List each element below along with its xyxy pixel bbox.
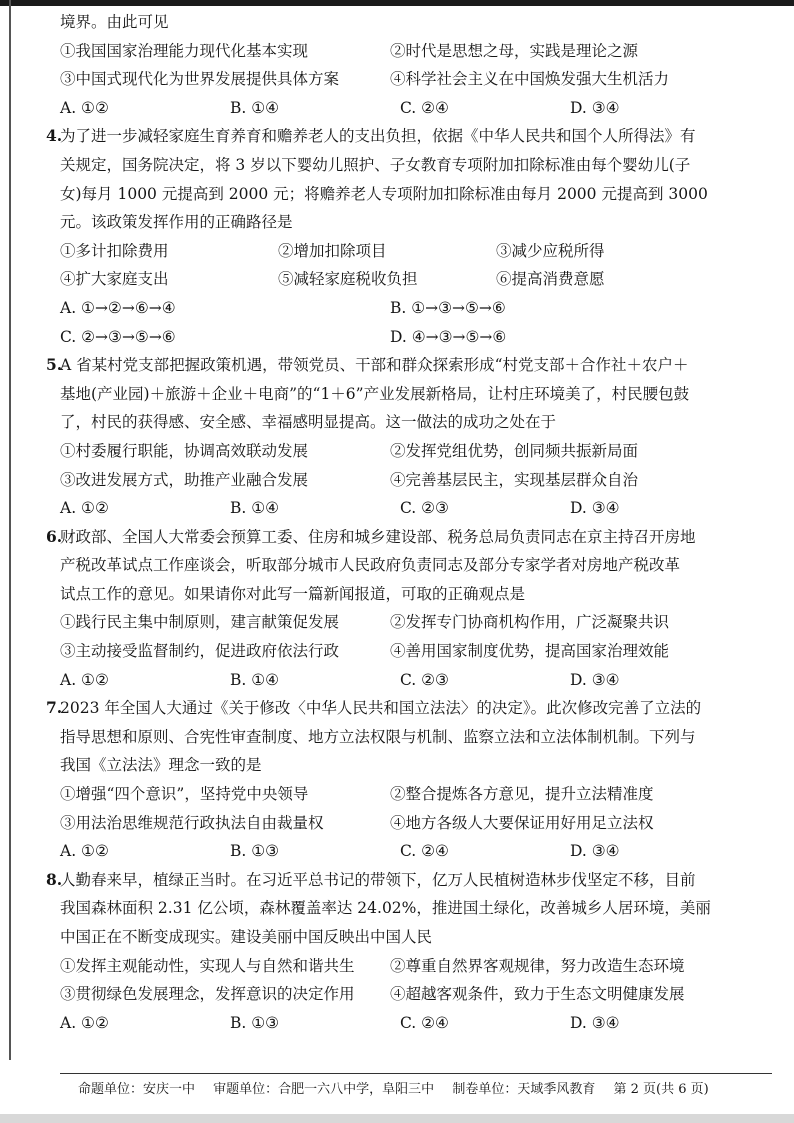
q5-option-3: ③改进发展方式，助推产业融合发展 bbox=[60, 470, 309, 489]
q7-answer-c: C. ②④ bbox=[400, 842, 449, 861]
q4-option-5: ⑤减轻家庭税收负担 bbox=[278, 270, 418, 289]
question-3-text: 境界。由此可见 bbox=[60, 13, 169, 31]
question-4-options-row-1 bbox=[60, 237, 782, 266]
q6-option-3: ③主动接受监督制约，促进政府依法行政 bbox=[60, 642, 340, 661]
question-4-line-3: 女)每月 1000 元提高到 2000 元；将赡养老人专项附加扣除标准由每月 2000 元提高到 3000 bbox=[60, 184, 708, 203]
q8-answer-b: B. ①③ bbox=[230, 1013, 280, 1032]
q6-option-4: ④善用国家制度优势，提高国家治理效能 bbox=[390, 642, 670, 661]
question-5-stem: A 省某村党支部把握政策机遇，带领党员、干部和群众探索形成“村党支部＋合作社＋农户＋ bbox=[60, 356, 689, 375]
question-7-options-row-1 bbox=[60, 780, 782, 809]
question-4-line-4: 元。该政策发挥作用的正确路径是 bbox=[60, 213, 293, 232]
q5-answer-a: A. ①② bbox=[60, 499, 109, 518]
question-6 bbox=[46, 523, 782, 695]
q4-option-2: ②增加扣除项目 bbox=[278, 241, 387, 260]
q4-option-6: ⑥提高消费意愿 bbox=[496, 270, 605, 289]
q4-option-3: ③减少应税所得 bbox=[496, 241, 605, 260]
q8-answer-c: C. ②④ bbox=[400, 1013, 449, 1032]
question-8-options-row-1 bbox=[60, 952, 782, 981]
question-3 bbox=[60, 8, 782, 122]
q8-option-4: ④超越客观条件，致力于生态文明健康发展 bbox=[390, 985, 685, 1004]
question-5-line-2: 基地(产业园)＋旅游＋企业＋电商”的“1＋6”产业发展新格局，让村庄环境美了，村民腰包鼓 bbox=[60, 384, 690, 403]
question-8-options-row-2 bbox=[60, 980, 782, 1009]
question-3-options-row-2 bbox=[60, 65, 782, 94]
q8-option-2: ②尊重自然界客观规律，努力改造生态环境 bbox=[390, 956, 685, 975]
question-7-answers bbox=[60, 837, 782, 866]
q6-option-2: ②发挥专门协商机构作用，广泛凝聚共识 bbox=[390, 613, 670, 632]
question-6-answers bbox=[60, 666, 782, 695]
q5-answer-d: D. ③④ bbox=[570, 499, 620, 518]
question-5-answers bbox=[60, 494, 782, 523]
q5-option-4: ④完善基层民主，实现基层群众自治 bbox=[390, 470, 639, 489]
question-7-line-3: 我国《立法法》理念一致的是 bbox=[60, 756, 262, 775]
page-footer bbox=[78, 1080, 723, 1100]
q3-option-2: ②时代是思想之母，实践是理论之源 bbox=[390, 41, 639, 60]
q3-answer-b: B. ①④ bbox=[230, 98, 280, 117]
question-8-line-1 bbox=[46, 866, 782, 895]
question-6-options-row-1 bbox=[60, 608, 782, 637]
question-4-number: 4. bbox=[46, 126, 63, 146]
q5-option-1: ①村委履行职能，协调高效联动发展 bbox=[60, 441, 309, 460]
question-6-line-2: 产税改革试点工作座谈会，听取部分城市人民政府负责同志及部分专家学者对房地产税改革 bbox=[60, 556, 681, 575]
question-5-options-row-1 bbox=[60, 437, 782, 466]
bottom-border bbox=[0, 1114, 794, 1123]
q5-answer-c: C. ②③ bbox=[400, 499, 449, 518]
question-5-line-3: 了，村民的获得感、安全感、幸福感明显提高。这一做法的成功之处在于 bbox=[60, 413, 557, 432]
q3-answer-d: D. ③④ bbox=[570, 98, 620, 117]
binding-margin-rule bbox=[9, 0, 11, 1060]
q4-option-4: ④扩大家庭支出 bbox=[60, 270, 169, 289]
question-7-number: 7. bbox=[46, 698, 63, 718]
question-7-line-1 bbox=[46, 694, 782, 723]
q3-option-4: ④科学社会主义在中国焕发强大生机活力 bbox=[390, 70, 670, 89]
q8-option-1: ①发挥主观能动性，实现人与自然和谐共生 bbox=[60, 956, 355, 975]
q7-option-3: ③用法治思维规范行政执法自由裁量权 bbox=[60, 813, 324, 832]
question-7-options-row-2 bbox=[60, 809, 782, 838]
question-3-answers bbox=[60, 94, 782, 123]
q3-option-1: ①我国国家治理能力现代化基本实现 bbox=[60, 41, 309, 60]
question-7 bbox=[46, 694, 782, 866]
q8-option-3: ③贯彻绿色发展理念，发挥意识的决定作用 bbox=[60, 985, 355, 1004]
question-4-answers-row-1 bbox=[60, 294, 782, 323]
q4-option-1: ①多计扣除费用 bbox=[60, 241, 169, 260]
q5-answer-b: B. ①④ bbox=[230, 499, 280, 518]
top-border bbox=[0, 0, 794, 6]
question-8 bbox=[46, 866, 782, 1038]
question-4-options-row-2 bbox=[60, 265, 782, 294]
q7-answer-b: B. ①③ bbox=[230, 842, 280, 861]
question-7-stem: 2023 年全国人大通过《关于修改〈中华人民共和国立法法〉的决定》。此次修改完善了立法的 bbox=[60, 699, 702, 718]
question-7-line-2: 指导思想和原则、合宪性审查制度、地方立法权限与机制、监察立法和立法体制机制。下列与 bbox=[60, 727, 696, 746]
question-4-line-1 bbox=[46, 122, 782, 151]
footer-reviewer-unit: 审题单位：合肥一六八中学，阜阳三中 bbox=[213, 1082, 435, 1097]
question-5-options-row-2 bbox=[60, 466, 782, 495]
question-8-line-3: 中国正在不断变成现实。建设美丽中国反映出中国人民 bbox=[60, 928, 433, 946]
q4-answer-a: A. ①→②→⑥→④ bbox=[60, 298, 176, 317]
q4-answer-d: D. ④→③→⑤→⑥ bbox=[390, 327, 507, 346]
footer-page-number: 第 2 页(共 6 页) bbox=[613, 1082, 709, 1097]
question-6-line-3: 试点工作的意见。如果请你对此写一篇新闻报道，可取的正确观点是 bbox=[60, 584, 526, 603]
q7-answer-d: D. ③④ bbox=[570, 842, 620, 861]
question-6-number: 6. bbox=[46, 526, 63, 546]
q7-answer-a: A. ①② bbox=[60, 842, 109, 861]
q5-option-2: ②发挥党组优势，创同频共振新局面 bbox=[390, 441, 639, 460]
q7-option-4: ④地方各级人大要保证用好用足立法权 bbox=[390, 813, 654, 832]
question-6-stem: 财政部、全国人大常委会预算工委、住房和城乡建设部、税务总局负责同志在京主持召开房地 bbox=[60, 527, 696, 546]
exam-page-content bbox=[46, 8, 782, 1037]
question-5-line-1 bbox=[46, 351, 782, 380]
q7-option-1: ①增强“四个意识”，坚持党中央领导 bbox=[60, 785, 309, 804]
question-4-stem: 为了进一步减轻家庭生育养育和赡养老人的支出负担，依据《中华人民共和国个人所得法》有 bbox=[60, 127, 696, 146]
footer-author-unit: 命题单位：安庆一中 bbox=[78, 1082, 196, 1097]
q6-answer-c: C. ②③ bbox=[400, 670, 449, 689]
question-3-options-row-1 bbox=[60, 37, 782, 66]
q6-answer-a: A. ①② bbox=[60, 670, 109, 689]
question-4-line-2: 关规定，国务院决定，将 3 岁以下婴幼儿照护、子女教育专项附加扣除标准由每个婴幼儿(子 bbox=[60, 155, 691, 174]
q3-option-3: ③中国式现代化为世界发展提供具体方案 bbox=[60, 70, 340, 89]
q3-answer-c: C. ②④ bbox=[400, 98, 449, 117]
q8-answer-a: A. ①② bbox=[60, 1013, 109, 1032]
question-4 bbox=[46, 122, 782, 351]
footer-divider bbox=[60, 1073, 772, 1074]
footer-producer-unit: 制卷单位：天域季风教育 bbox=[452, 1082, 596, 1097]
question-8-number: 8. bbox=[46, 869, 63, 889]
question-6-options-row-2 bbox=[60, 637, 782, 666]
question-5-number: 5. bbox=[46, 355, 63, 375]
question-8-answers bbox=[60, 1009, 782, 1038]
question-4-answers-row-2 bbox=[60, 323, 782, 352]
q6-answer-d: D. ③④ bbox=[570, 670, 620, 689]
q7-option-2: ②整合提炼各方意见，提升立法精准度 bbox=[390, 785, 654, 804]
q6-answer-b: B. ①④ bbox=[230, 670, 280, 689]
q6-option-1: ①践行民主集中制原则，建言献策促发展 bbox=[60, 613, 340, 632]
q8-answer-d: D. ③④ bbox=[570, 1013, 620, 1032]
q4-answer-b: B. ①→③→⑤→⑥ bbox=[390, 298, 506, 317]
question-6-line-1 bbox=[46, 523, 782, 552]
question-8-line-2: 我国森林面积 2.31 亿公顷，森林覆盖率达 24.02%，推进国土绿化，改善城乡人居环境，美丽 bbox=[60, 899, 711, 918]
question-8-stem: 人勤春来早，植绿正当时。在习近平总书记的带领下，亿万人民植树造林步伐坚定不移，目前 bbox=[60, 870, 696, 889]
q3-answer-a: A. ①② bbox=[60, 98, 109, 117]
q4-answer-c: C. ②→③→⑤→⑥ bbox=[60, 327, 176, 346]
question-5 bbox=[46, 351, 782, 523]
